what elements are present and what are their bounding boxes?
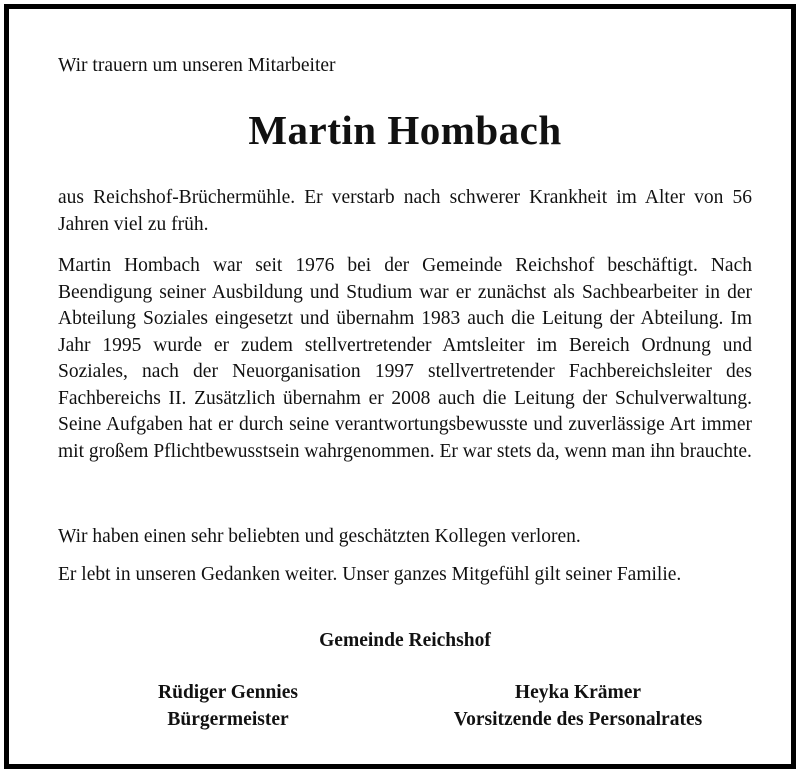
intro-line: Wir trauern um unseren Mitarbeiter [58,55,336,76]
signatory-name: Heyka Krämer [514,682,642,703]
signatory-title: Vorsitzende des Personalrates [453,708,703,730]
organization-name: Gemeinde Reichshof [319,630,491,651]
obituary-notice-frame [4,4,796,769]
signatory-left [98,680,358,733]
signatory-name: Rüdiger Gennies [158,682,298,703]
paragraph-loss: Wir haben einen sehr beliebten und geschätzten Kollegen verloren. [58,526,581,547]
deceased-name: Martin Hombach [248,107,562,153]
signatory-right [408,680,748,733]
paragraph-career: Martin Hombach war seit 1976 bei der Gemeinde Reichshof beschäftigt. Nach Beendigung seiner Ausbildung und Studium war er zunächst als Sachbearbeiter in der Abteilung Soziales eingesetzt und übernahm 1983 auch die Leitung der Abteilung. Im Jahr 1995 wurde er zudem stellvertretender Amtsleiter im Bereich Ordnung und Soziales, nach der Neuorganisation 1997 stellvertretender Fachbereichsleiter des Fachbereichs II. Zusätzlich übernahm er 2008 auch die Leitung der Schulverwaltung. Seine Aufgaben hat er durch seine verantwortungsbewusste und zuverlässige Art immer mit großem Pflichtbewusstsein wahrgenommen. Er war stets da, wenn man ihn brauchte. [58,255,752,462]
signatory-title: Bürgermeister [167,708,289,730]
paragraph-condolence: Er lebt in unseren Gedanken weiter. Unser ganzes Mitgefühl gilt seiner Familie. [58,564,682,585]
paragraph-origin: aus Reichshof-Brüchermühle. Er verstarb nach schwerer Krankheit im Alter von 56 Jahren viel zu früh. [58,187,752,235]
